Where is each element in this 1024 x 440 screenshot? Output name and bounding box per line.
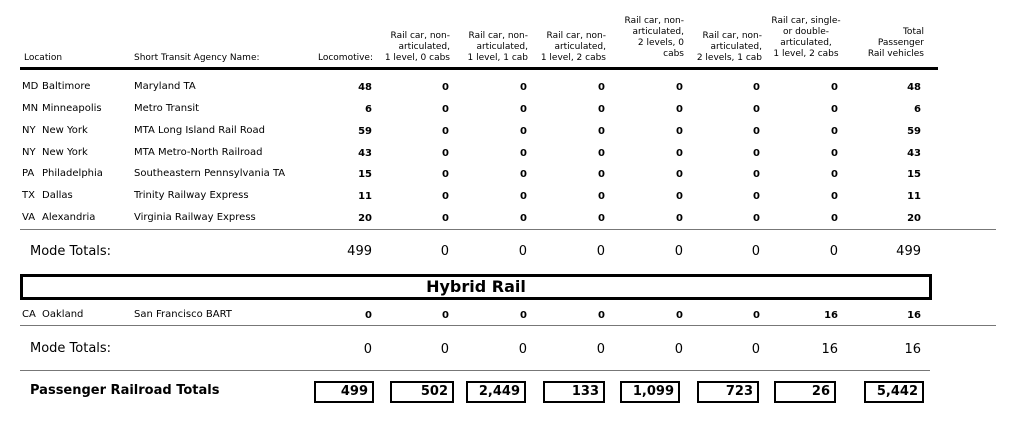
cell-value: 0 [442,191,449,202]
cell-city: Baltimore [42,81,91,92]
cell-value: 0 [598,169,605,180]
mode-total-value: 0 [751,244,760,259]
cell-value: 0 [442,126,449,137]
cell-value: 11 [907,191,921,202]
cell-value: 0 [831,126,838,137]
cell-value: 20 [907,213,921,224]
header-location: Location [24,53,63,63]
mode-total-value: 499 [896,244,921,259]
header-col7: Total Passenger Rail vehicles [867,27,924,59]
header-col2: Rail car, non- articulated, 1 level, 1 cab [467,31,528,63]
cell-agency: Metro Transit [134,103,200,114]
cell-value: 0 [442,104,449,115]
cell-value: 0 [831,104,838,115]
cell-value: 0 [676,169,683,180]
cell-agency: San Francisco BART [134,309,232,320]
cell-agency: Trinity Railway Express [134,190,249,201]
cell-value: 0 [520,213,527,224]
section-header-box [20,274,932,300]
mode-total-value: 0 [518,342,527,357]
cell-value: 0 [753,169,760,180]
mode-total-value: 16 [821,342,838,357]
cell-value: 0 [598,126,605,137]
mode-total-value: 0 [518,244,527,259]
cell-value: 0 [442,82,449,93]
cell-city: Philadelphia [42,168,103,179]
divider [20,370,930,371]
cell-agency: MTA Long Island Rail Road [134,125,265,136]
cell-value: 6 [365,104,372,115]
cell-value: 0 [442,310,449,321]
cell-value: 0 [676,104,683,115]
cell-value: 59 [907,126,921,137]
mode-total-value: 0 [363,342,372,357]
cell-value: 0 [753,191,760,202]
mode-total-value: 0 [674,342,683,357]
cell-value: 0 [831,191,838,202]
grand-total-box: 133 [543,381,605,403]
header-col5: Rail car, non- articulated, 2 levels, 1 cab [696,31,762,63]
cell-value: 0 [676,213,683,224]
cell-value: 0 [753,213,760,224]
header-agency: Short Transit Agency Name: [134,53,260,63]
cell-value: 0 [831,169,838,180]
cell-value: 48 [907,82,921,93]
cell-value: 0 [520,191,527,202]
cell-city: New York [42,125,88,136]
cell-value: 0 [520,104,527,115]
header-col1: Rail car, non- articulated, 1 level, 0 cabs [384,31,450,63]
mode-total-value: 0 [596,342,605,357]
mode-total-value: 16 [904,342,921,357]
cell-state: MN [22,103,39,114]
cell-value: 0 [676,126,683,137]
cell-agency: Maryland TA [134,81,196,92]
cell-value: 0 [753,104,760,115]
header-col4: Rail car, non- articulated, 2 levels, 0 cabs [624,16,684,59]
cell-value: 48 [358,82,372,93]
cell-value: 59 [358,126,372,137]
cell-state: NY [22,147,36,158]
cell-value: 0 [753,126,760,137]
cell-value: 0 [520,82,527,93]
cell-state: TX [22,190,35,201]
cell-value: 0 [598,213,605,224]
cell-state: CA [22,309,36,320]
grand-total-box: 502 [390,381,454,403]
cell-state: MD [22,81,39,92]
cell-value: 0 [598,310,605,321]
cell-value: 0 [598,104,605,115]
cell-value: 0 [520,169,527,180]
cell-value: 11 [358,191,372,202]
cell-city: Alexandria [42,212,96,223]
cell-value: 15 [358,169,372,180]
header-col3: Rail car, non- articulated, 1 level, 2 cabs [540,31,606,63]
cell-value: 0 [753,148,760,159]
cell-value: 0 [831,148,838,159]
mode-total-value: 0 [596,244,605,259]
cell-agency: Virginia Railway Express [134,212,256,223]
cell-city: Minneapolis [42,103,102,114]
grand-total-box: 2,449 [466,381,526,403]
cell-state: NY [22,125,36,136]
mode-totals-label: Mode Totals: [30,341,112,356]
cell-agency: MTA Metro-North Railroad [134,147,263,158]
cell-value: 16 [824,310,838,321]
cell-value: 16 [907,310,921,321]
cell-value: 0 [676,191,683,202]
cell-value: 0 [676,82,683,93]
cell-value: 0 [442,169,449,180]
cell-value: 15 [907,169,921,180]
grand-total-box: 499 [314,381,374,403]
header-col6: Rail car, single- or double- articulated, 1 level, 2 cabs [771,16,841,59]
cell-value: 0 [598,148,605,159]
mode-total-value: 499 [347,244,372,259]
cell-value: 0 [831,213,838,224]
cell-value: 0 [676,310,683,321]
cell-value: 0 [520,126,527,137]
mode-total-value: 0 [440,342,449,357]
cell-value: 43 [358,148,372,159]
cell-value: 0 [520,310,527,321]
mode-total-value: 0 [829,244,838,259]
grand-total-box: 26 [774,381,836,403]
cell-city: Oakland [42,309,84,320]
cell-state: VA [22,212,36,223]
cell-value: 20 [358,213,372,224]
divider [20,325,996,326]
cell-value: 0 [676,148,683,159]
cell-value: 43 [907,148,921,159]
cell-city: New York [42,147,88,158]
mode-total-value: 0 [440,244,449,259]
cell-city: Dallas [42,190,73,201]
divider [20,229,996,230]
cell-state: PA [22,168,35,179]
cell-value: 0 [598,82,605,93]
mode-total-value: 0 [751,342,760,357]
cell-value: 0 [753,82,760,93]
cell-value: 6 [914,104,921,115]
grand-total-box: 5,442 [864,381,924,403]
cell-value: 0 [442,213,449,224]
cell-value: 0 [365,310,372,321]
grand-total-box: 723 [697,381,759,403]
section-title: Hybrid Rail [426,277,526,296]
grand-totals-label: Passenger Railroad Totals [30,383,220,398]
grand-total-box: 1,099 [620,381,680,403]
cell-value: 0 [442,148,449,159]
header-locomotive: Locomotive: [317,53,373,63]
header-rule [20,67,938,70]
cell-value: 0 [831,82,838,93]
cell-agency: Southeastern Pennsylvania TA [134,168,286,179]
cell-value: 0 [520,148,527,159]
cell-value: 0 [598,191,605,202]
mode-totals-label: Mode Totals: [30,244,112,259]
mode-total-value: 0 [674,244,683,259]
cell-value: 0 [753,310,760,321]
